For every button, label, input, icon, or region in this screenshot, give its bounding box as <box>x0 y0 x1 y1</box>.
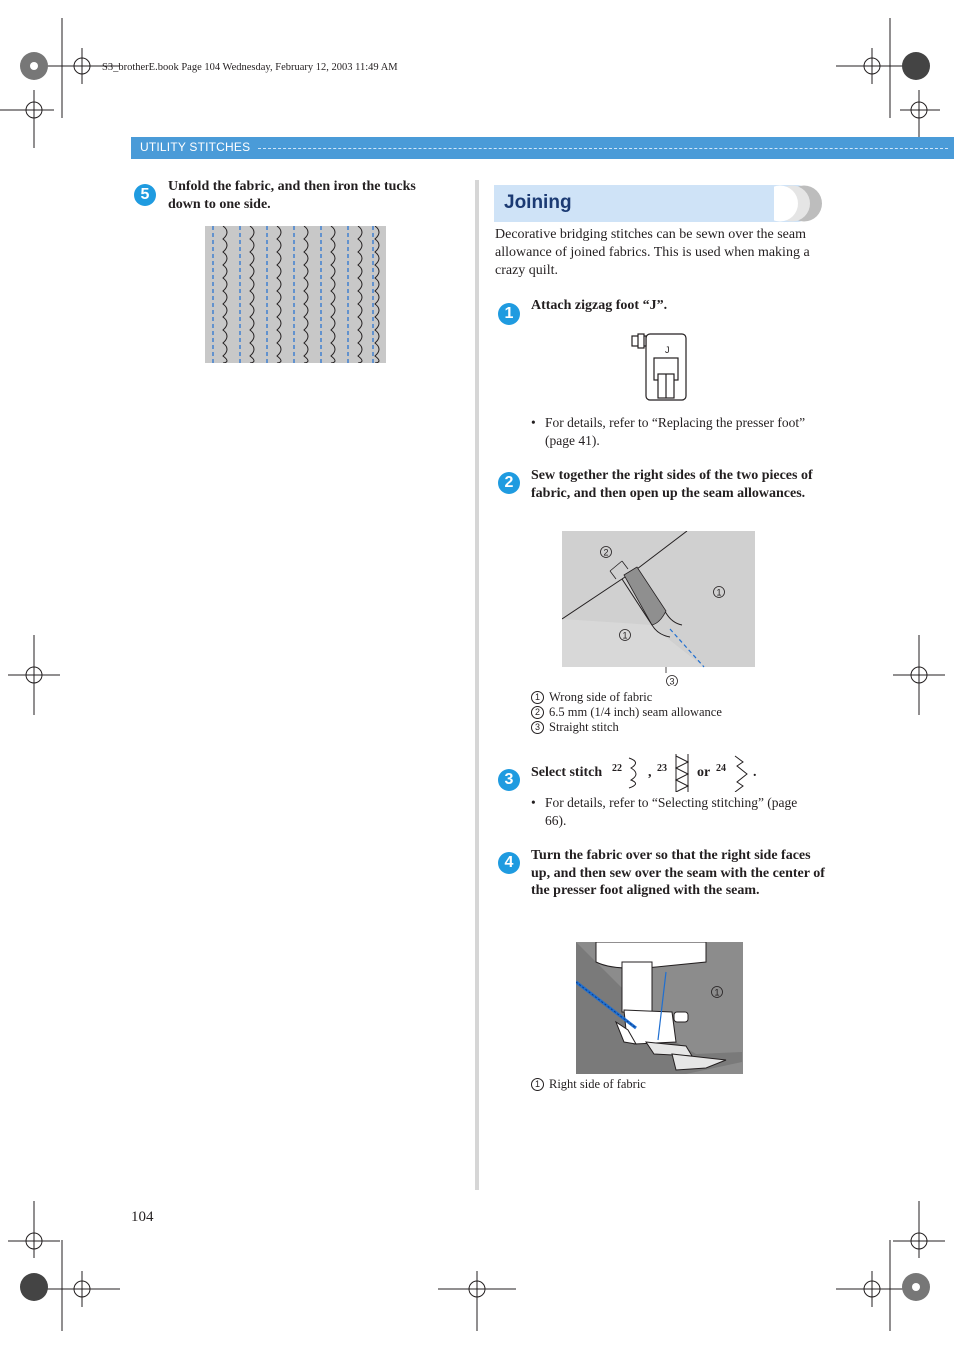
legend-num: 1 <box>531 691 544 704</box>
callout-1: 1 <box>714 987 720 998</box>
callout-2: 2 <box>603 547 609 558</box>
step-number-4: 4 <box>498 852 520 874</box>
stitch-number-24: 24 <box>716 763 726 774</box>
step-3-bullet <box>531 794 821 830</box>
legend-text: Wrong side of fabric <box>549 690 653 704</box>
column-divider <box>475 180 479 1190</box>
stitch-number-23: 23 <box>657 763 667 774</box>
stitch-separator: , <box>648 765 652 780</box>
page-number: 104 <box>131 1209 154 1225</box>
stitch-end: . <box>753 765 757 780</box>
legend-text: 6.5 mm (1/4 inch) seam allowance <box>549 705 722 719</box>
stitch-or: or <box>697 765 711 780</box>
step-number-3: 3 <box>498 769 520 791</box>
step-number-1: 1 <box>498 303 520 325</box>
joining-intro: Decorative bridging stitches can be sewn over the seam allowance of joined fabrics. This is used when making a crazy quilt. <box>495 227 810 278</box>
step-3-bullet-text: For details, refer to “Selecting stitching” (page 66). <box>545 795 798 828</box>
legend-num: 2 <box>531 706 544 719</box>
step-1-bullet-text: For details, refer to “Replacing the presser foot” (page 41). <box>545 415 806 448</box>
zigzag-foot-j-illustration <box>630 330 690 405</box>
tucked-fabric-illustration <box>205 226 386 363</box>
step-4-text: Turn the fabric over so that the right side faces up, and then sew over the seam with the center of the presser foot aligned with the seam. <box>531 848 825 898</box>
section-bar-label: UTILITY STITCHES <box>140 140 251 154</box>
stitch-number-22: 22 <box>612 763 622 774</box>
step-3-line <box>531 764 831 796</box>
section-title: Joining <box>504 192 572 213</box>
legend-item <box>531 720 821 735</box>
stitch-22-icon <box>627 756 645 790</box>
legend-num: 3 <box>531 721 544 734</box>
legend-text: Right side of fabric <box>549 1077 646 1091</box>
select-stitch-label: Select stitch <box>531 765 603 780</box>
stitch-24-icon <box>731 754 751 792</box>
legend-item <box>531 690 821 705</box>
step-number-2: 2 <box>498 472 520 494</box>
section-bar-dash <box>258 148 948 149</box>
seam-allowance-illustration <box>562 531 755 686</box>
step-2-text: Sew together the right sides of the two pieces of fabric, and then open up the seam allowances. <box>531 468 813 501</box>
step-5-text: Unfold the fabric, and then iron the tucks down to one side. <box>168 179 416 212</box>
step-1-bullet <box>531 414 821 450</box>
legend-text: Straight stitch <box>549 720 619 734</box>
sewing-seam-illustration <box>576 942 743 1074</box>
step-1-text: Attach zigzag foot “J”. <box>531 298 668 313</box>
step-number-5: 5 <box>134 184 156 206</box>
legend-item <box>531 1077 821 1092</box>
callout-1-right: 1 <box>716 587 722 598</box>
foot-letter: J <box>665 345 670 355</box>
step-4-legend <box>531 1077 821 1092</box>
callout-3: 3 <box>669 676 675 686</box>
stitch-23-icon <box>674 754 690 792</box>
legend-num: 1 <box>531 1078 544 1091</box>
file-header: S3_brotherE.book Page 104 Wednesday, February 12, 2003 11:49 AM <box>102 62 398 73</box>
bullet-dot: • <box>531 795 536 810</box>
step-2-legend <box>531 690 821 735</box>
bullet-dot: • <box>531 415 536 430</box>
callout-1-left: 1 <box>622 630 628 641</box>
legend-item <box>531 705 821 720</box>
